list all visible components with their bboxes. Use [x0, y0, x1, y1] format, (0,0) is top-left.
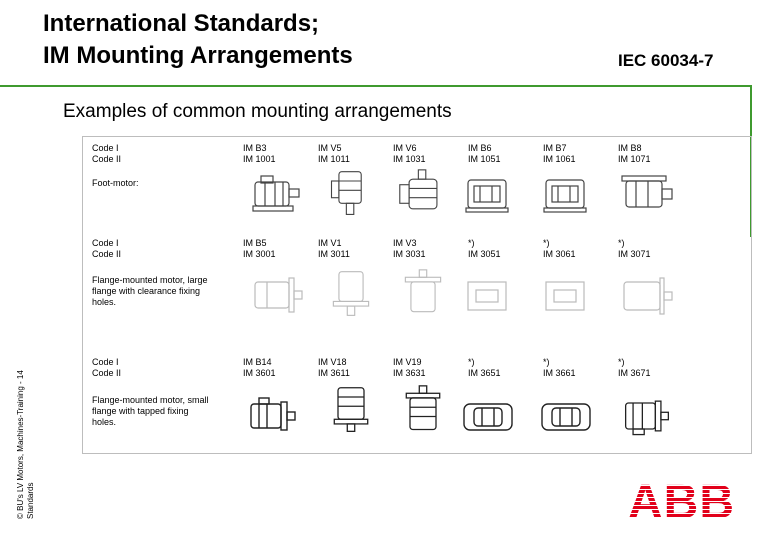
small-flange-motor-wall-icon: [536, 392, 598, 444]
flange-motor-vertical-down-icon: [320, 268, 382, 320]
code-1: *): [618, 357, 625, 367]
table-cell: [543, 357, 576, 379]
code-1: IM B3: [243, 143, 267, 153]
code-1: *): [543, 238, 550, 248]
code-1: IM B6: [468, 143, 492, 153]
table-cell: [468, 238, 501, 260]
foot-motor-wall-icon: [536, 172, 598, 224]
section-text: Standards: [26, 482, 35, 519]
foot-motor-vertical-down-icon: [320, 168, 382, 220]
table-cell: [318, 143, 350, 165]
code-1: *): [618, 238, 625, 248]
code-2: IM 3011: [318, 249, 350, 259]
header-divider: [0, 85, 752, 87]
code-2: IM 1011: [318, 154, 350, 164]
code-2: IM 1071: [618, 154, 651, 164]
table-cell: [318, 357, 350, 379]
code-label: [92, 238, 121, 260]
table-cell: [393, 357, 426, 379]
code-2: IM 3051: [468, 249, 501, 259]
small-flange-motor-wall-icon: [458, 392, 520, 444]
table-cell: [468, 357, 501, 379]
code-2: IM 1031: [393, 154, 426, 164]
title-line-2: IM Mounting Arrangements: [43, 42, 353, 69]
code-1: IM V5: [318, 143, 342, 153]
code-1: IM V3: [393, 238, 417, 248]
footer-sidebar: [16, 370, 36, 519]
code-2-label: Code II: [92, 368, 122, 378]
table-cell: [618, 143, 651, 165]
table-cell: [393, 238, 426, 260]
code-1: *): [468, 238, 475, 248]
code-1: IM B7: [543, 143, 567, 153]
page-title: [43, 8, 353, 72]
table-cell: [318, 238, 350, 260]
flange-motor-vertical-up-icon: [392, 268, 454, 320]
code-1: *): [468, 357, 475, 367]
flange-motor-wall-icon: [536, 272, 598, 324]
code-label: [92, 357, 121, 379]
code-2: IM 3061: [543, 249, 576, 259]
foot-motor-vertical-up-icon: [392, 168, 454, 220]
code-1-label: Code I: [92, 357, 119, 367]
flange-motor-wall-icon: [458, 272, 520, 324]
foot-motor-wall-icon: [458, 172, 520, 224]
abb-logo-text: ABB: [628, 478, 735, 522]
table-cell: [243, 357, 276, 379]
foot-motor-horizontal-icon: [245, 172, 307, 224]
table-cell: [243, 238, 276, 260]
code-1: IM B5: [243, 238, 267, 248]
code-2: IM 1061: [543, 154, 576, 164]
code-2: IM 3001: [243, 249, 276, 259]
code-1: IM V19: [393, 357, 422, 367]
code-2: IM 3631: [393, 368, 426, 378]
code-1-label: Code I: [92, 238, 119, 248]
flange-motor-horizontal-icon: [245, 272, 307, 324]
small-flange-motor-horizontal-icon: [245, 390, 307, 442]
code-2: IM 3031: [393, 249, 426, 259]
code-1: IM V1: [318, 238, 342, 248]
code-1: IM V6: [393, 143, 417, 153]
section-description: Flange-mounted motor, large flange with clearance fixing holes.: [92, 275, 208, 307]
code-2: IM 1051: [468, 154, 501, 164]
small-flange-motor-vertical-up-icon: [392, 384, 454, 436]
title-line-1: International Standards;: [43, 10, 320, 37]
table-cell: [543, 238, 576, 260]
code-2: IM 3071: [618, 249, 651, 259]
code-1: IM B14: [243, 357, 272, 367]
abb-logo: [628, 478, 742, 522]
code-2: IM 3671: [618, 368, 651, 378]
table-cell: [393, 143, 426, 165]
code-label: [92, 143, 121, 165]
code-2: IM 3611: [318, 368, 350, 378]
table-cell: [618, 238, 651, 260]
code-1: IM V18: [318, 357, 347, 367]
code-2-label: Code II: [92, 249, 122, 259]
code-2: IM 1001: [243, 154, 276, 164]
small-flange-motor-vertical-down-icon: [320, 384, 382, 436]
code-2: IM 3651: [468, 368, 501, 378]
code-1-label: Code I: [92, 143, 119, 153]
flange-motor-ceiling-icon: [616, 272, 678, 324]
table-cell: [543, 143, 576, 165]
section-description: Foot-motor:: [92, 178, 139, 188]
subtitle: Examples of common mounting arrangements: [63, 101, 452, 122]
standard-label: IEC 60034-7: [618, 51, 714, 70]
code-2-label: Code II: [92, 154, 122, 164]
code-1: IM B8: [618, 143, 642, 153]
table-cell: [243, 143, 276, 165]
small-flange-motor-ceiling-icon: [616, 390, 678, 442]
copyright-text: © BU's LV Motors, Machines-Training - 14: [16, 370, 25, 519]
code-2: IM 3661: [543, 368, 576, 378]
table-cell: [618, 357, 651, 379]
section-description: Flange-mounted motor, small flange with tapped fixing holes.: [92, 395, 209, 427]
foot-motor-ceiling-icon: [616, 172, 678, 224]
table-cell: [468, 143, 501, 165]
code-2: IM 3601: [243, 368, 276, 378]
code-1: *): [543, 357, 550, 367]
